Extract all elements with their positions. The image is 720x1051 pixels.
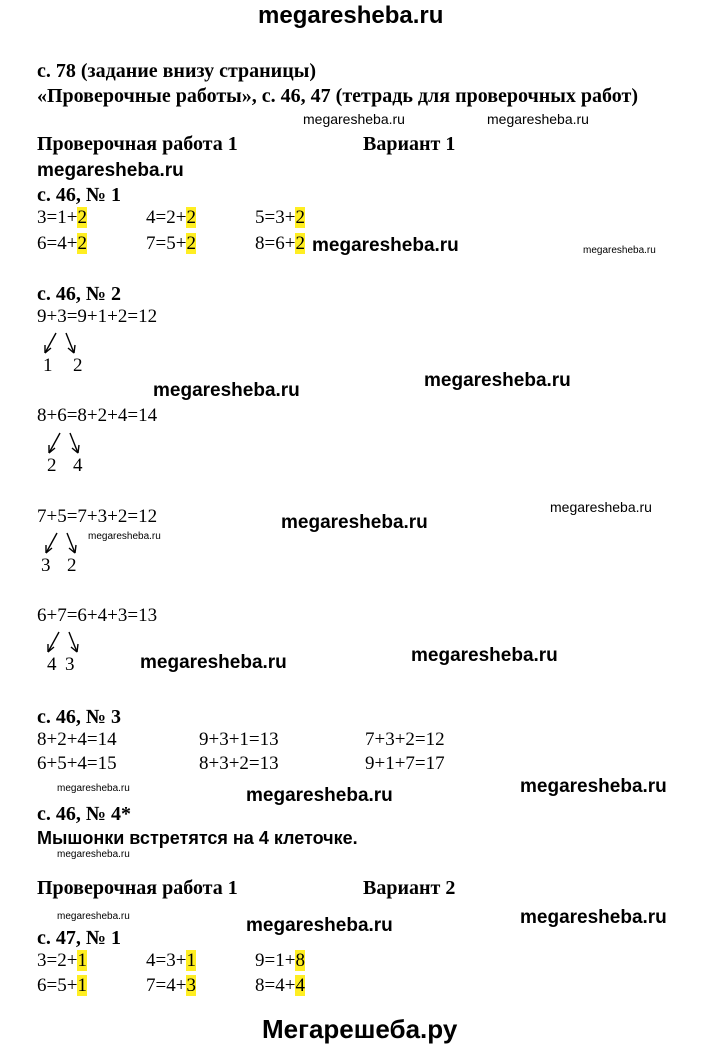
equation: 7=4+3 bbox=[146, 975, 196, 996]
summand-digit: 2 bbox=[73, 355, 83, 376]
variant-title: Вариант 1 bbox=[363, 133, 456, 155]
equation: 7+3+2=12 bbox=[365, 729, 445, 750]
watermark: megaresheba.ru bbox=[57, 849, 130, 860]
answer-highlight: 2 bbox=[295, 233, 305, 254]
summand-digit: 2 bbox=[67, 555, 77, 576]
answer-highlight: 1 bbox=[77, 975, 87, 996]
watermark: megaresheba.ru bbox=[303, 111, 405, 127]
decomposition-equation: 7+5=7+3+2=12 bbox=[37, 506, 158, 527]
equation: 6=5+1 bbox=[37, 975, 87, 996]
equation: 4=3+1 bbox=[146, 950, 196, 971]
task-answer: Мышонки встретятся на 4 клеточке. bbox=[37, 828, 358, 848]
equation: 8+2+4=14 bbox=[37, 729, 117, 750]
decomposition-equation: 6+7=6+4+3=13 bbox=[37, 605, 158, 626]
answer-highlight: 8 bbox=[295, 950, 305, 971]
summand-digit: 4 bbox=[47, 654, 57, 675]
task-title: с. 46, № 3 bbox=[37, 706, 121, 728]
watermark: megaresheba.ru bbox=[520, 776, 667, 797]
decomposition-equation: 8+6=8+2+4=14 bbox=[37, 405, 158, 426]
decomposition-equation: 9+3=9+1+2=12 bbox=[37, 306, 158, 327]
watermark: megaresheba.ru bbox=[487, 111, 589, 127]
task-title: с. 46, № 4* bbox=[37, 803, 131, 825]
summand-digit: 4 bbox=[73, 455, 83, 476]
watermark: megaresheba.ru bbox=[411, 645, 558, 666]
watermark: megaresheba.ru bbox=[246, 915, 393, 936]
answer-highlight: 1 bbox=[77, 950, 87, 971]
equation: 9+3+1=13 bbox=[199, 729, 279, 750]
summand-digit: 3 bbox=[65, 654, 75, 675]
watermark: megaresheba.ru bbox=[424, 370, 571, 391]
site-footer: Мегарешеба.ру bbox=[262, 1014, 458, 1044]
watermark: megaresheba.ru bbox=[550, 499, 652, 515]
split-arrows-icon bbox=[41, 530, 85, 558]
variant-title: Вариант 2 bbox=[363, 877, 456, 899]
watermark: megaresheba.ru bbox=[583, 245, 656, 256]
equation: 9+1+7=17 bbox=[365, 753, 445, 774]
equation: 9=1+8 bbox=[255, 950, 305, 971]
watermark: megaresheba.ru bbox=[520, 907, 667, 928]
summand-digit: 2 bbox=[47, 455, 57, 476]
watermark: megaresheba.ru bbox=[246, 785, 393, 806]
site-header: megaresheba.ru bbox=[258, 2, 444, 29]
split-arrows-icon bbox=[40, 330, 84, 358]
watermark: megaresheba.ru bbox=[312, 235, 459, 256]
watermark: megaresheba.ru bbox=[88, 531, 161, 542]
summand-digit: 3 bbox=[41, 555, 51, 576]
answer-highlight: 3 bbox=[186, 975, 196, 996]
work-title: Проверочная работа 1 bbox=[37, 133, 238, 155]
equation: 6=4+2 bbox=[37, 233, 87, 254]
equation: 3=2+1 bbox=[37, 950, 87, 971]
answer-highlight: 2 bbox=[186, 207, 196, 228]
equation: 8=6+2 bbox=[255, 233, 305, 254]
book-reference: «Проверочные работы», с. 46, 47 (тетрадь для проверочных работ) bbox=[37, 85, 639, 107]
answer-highlight: 1 bbox=[186, 950, 196, 971]
work-title: Проверочная работа 1 bbox=[37, 877, 238, 899]
watermark: megaresheba.ru bbox=[153, 380, 300, 401]
task-title: с. 46, № 2 bbox=[37, 283, 121, 305]
equation: 7=5+2 bbox=[146, 233, 196, 254]
equation: 3=1+2 bbox=[37, 207, 87, 228]
answer-highlight: 2 bbox=[295, 207, 305, 228]
watermark: megaresheba.ru bbox=[57, 783, 130, 794]
summand-digit: 1 bbox=[43, 355, 53, 376]
split-arrows-icon bbox=[44, 430, 88, 458]
watermark: megaresheba.ru bbox=[57, 911, 130, 922]
answer-highlight: 2 bbox=[77, 207, 87, 228]
split-arrows-icon bbox=[43, 629, 87, 657]
answer-highlight: 2 bbox=[77, 233, 87, 254]
watermark: megaresheba.ru bbox=[140, 652, 287, 673]
answer-highlight: 2 bbox=[186, 233, 196, 254]
equation: 4=2+2 bbox=[146, 207, 196, 228]
task-title: с. 47, № 1 bbox=[37, 927, 121, 949]
equation: 8+3+2=13 bbox=[199, 753, 279, 774]
page-reference: с. 78 (задание внизу страницы) bbox=[37, 60, 316, 82]
equation: 5=3+2 bbox=[255, 207, 305, 228]
equation: 8=4+4 bbox=[255, 975, 305, 996]
task-title: с. 46, № 1 bbox=[37, 184, 121, 206]
answer-highlight: 4 bbox=[295, 975, 305, 996]
watermark: megaresheba.ru bbox=[281, 512, 428, 533]
equation: 6+5+4=15 bbox=[37, 753, 117, 774]
watermark: megaresheba.ru bbox=[37, 160, 184, 181]
